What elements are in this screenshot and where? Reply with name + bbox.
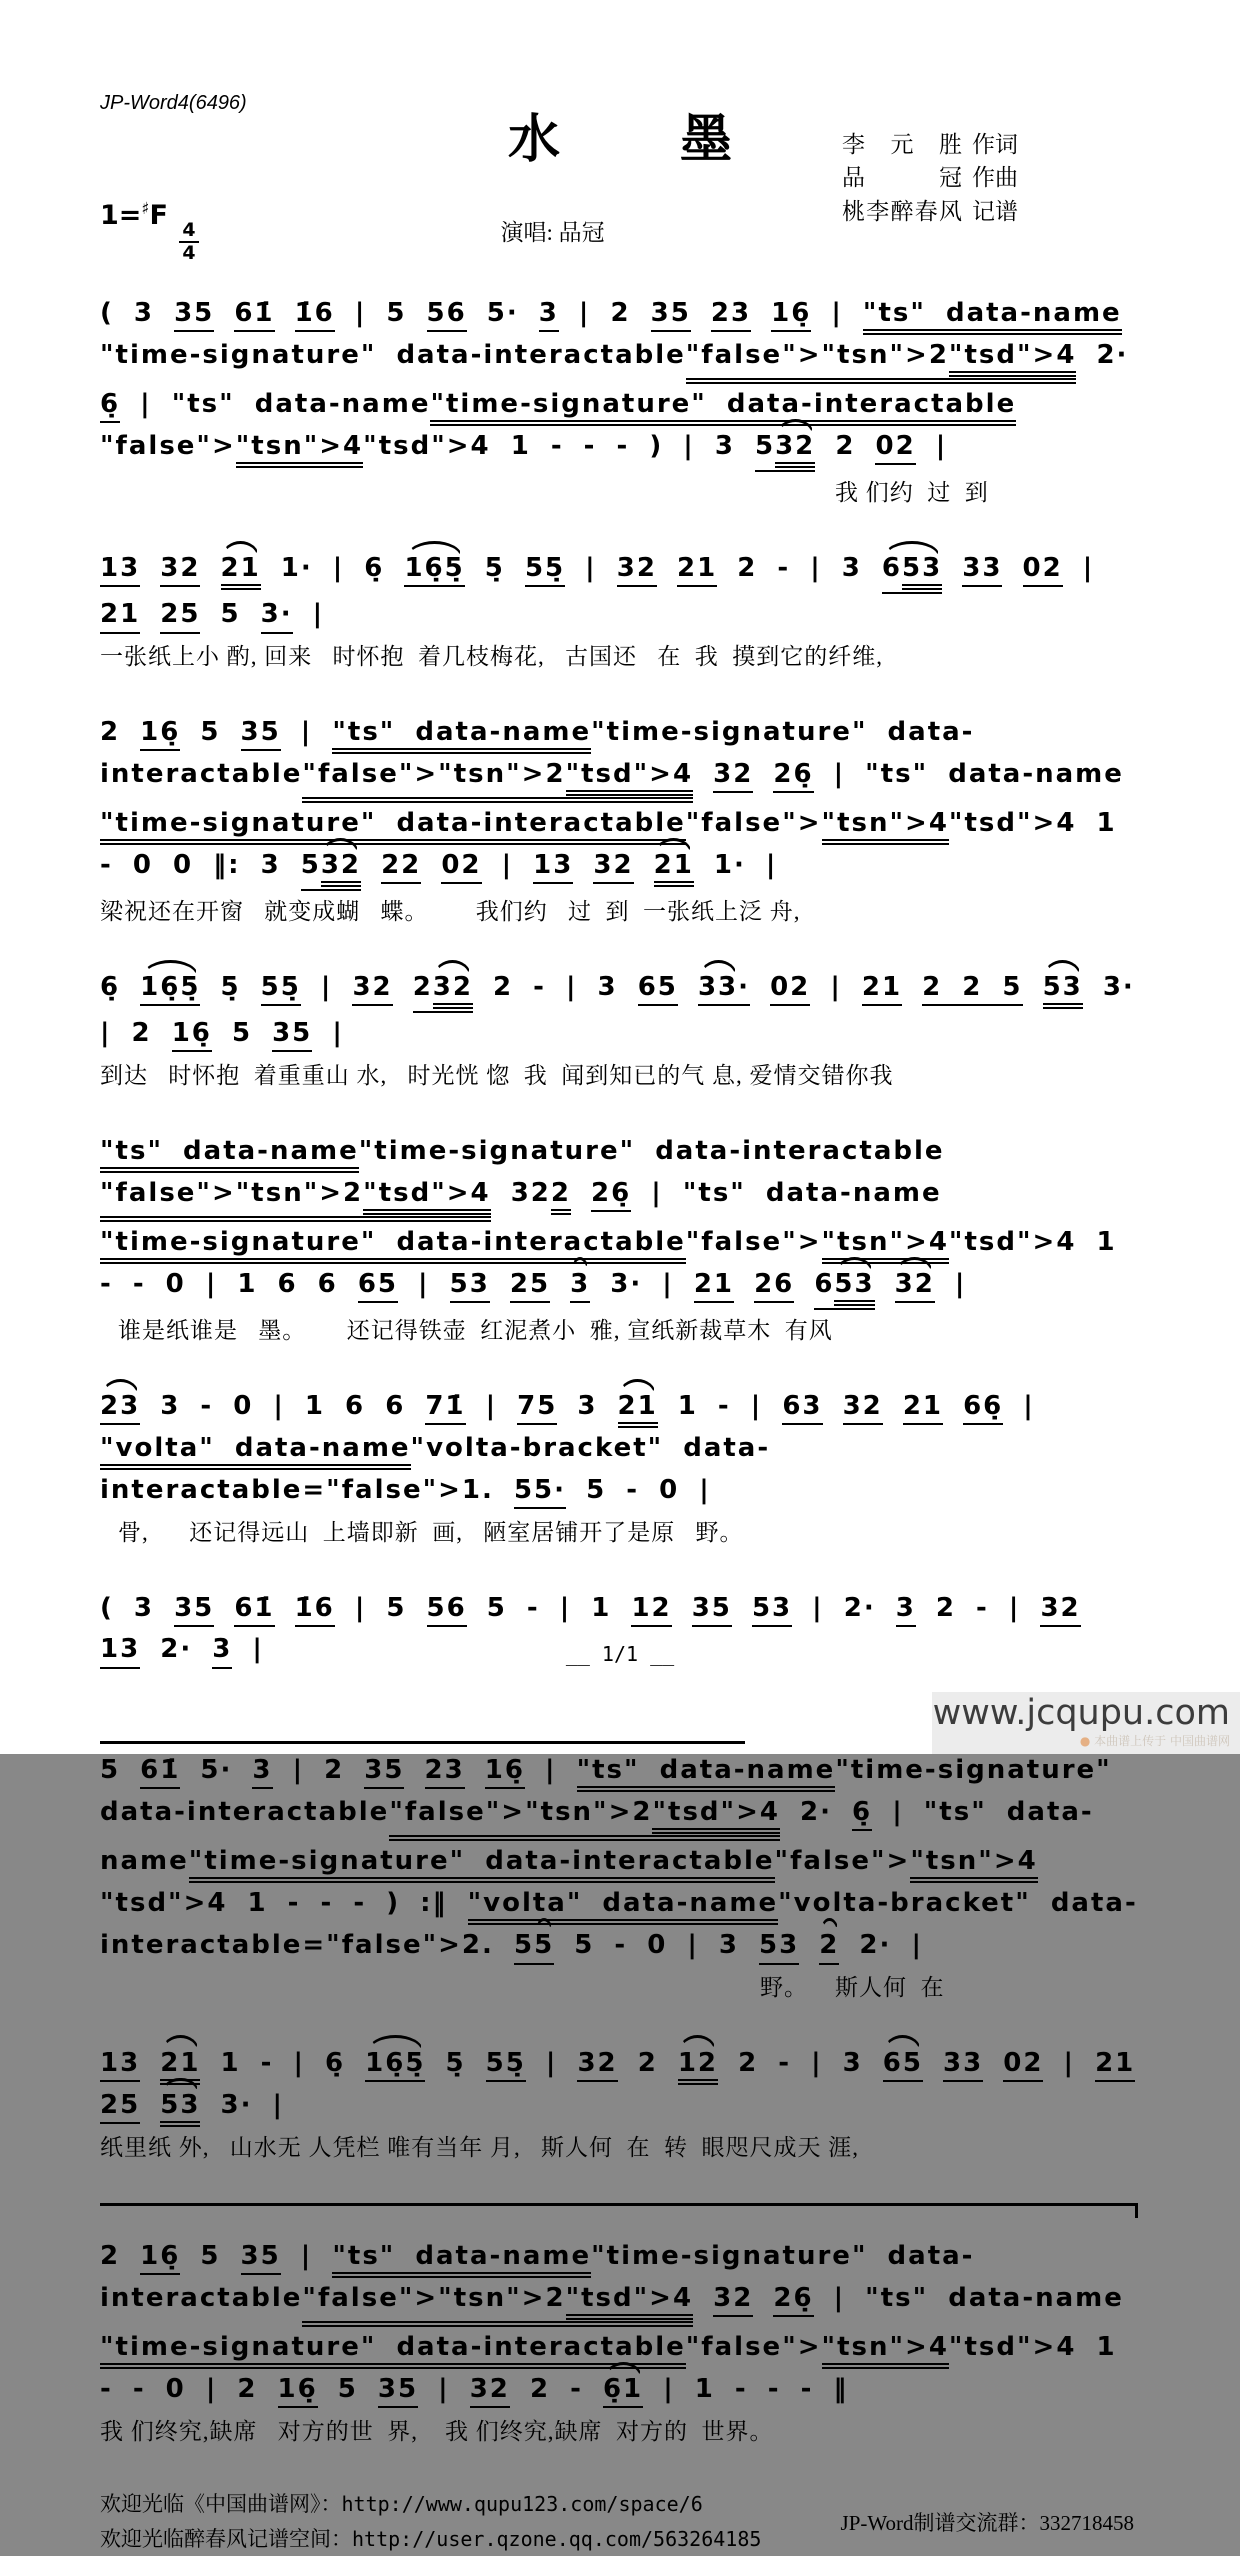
lyrics-line-2: 一张纸上小 酌, 回来 时怀抱 着几枝梅花, 古国还 在 我 摸到它的纤维,	[100, 642, 1140, 672]
lyrics-line-8: 野。 斯人何 在	[100, 1973, 1140, 2003]
credit-composer	[842, 161, 1018, 194]
system-10	[100, 2236, 1140, 2447]
system-3	[100, 712, 1140, 927]
lyrics-line-1: 我 们约 过 到	[100, 478, 1140, 508]
credit-lyricist	[842, 128, 1018, 161]
notation-line-1: ( 3 35 61̇ 1̇6 | 5 56 5· 3 | 2 35 23 16̣ | "ts" data-name"time-signature" data-interactable"false">"tsn">2"tsd">4 2· 6̣ | "ts" data-name"time-signature" data-interactable"false">"tsn">4"tsd">4 1 - - - ) | 3 532 2 02 |	[100, 293, 1140, 472]
footer-links	[100, 2487, 761, 2556]
notation-line-6: 23 3 - 0 | 1 6 6 71̇ | 75 3 21 1 - | 63 32 21 66̣ | "volta" data-name"volta-bracket" data-interactable="false">1. 55· 5 - 0 |	[100, 1386, 1140, 1512]
footer-line-qzone	[100, 2522, 761, 2556]
key-prefix: 1=	[100, 200, 141, 231]
lyrics-line-9: 纸里纸 外, 山水无 人凭栏 唯有当年 月, 斯人何 在 转 眼咫尺成天 涯,	[100, 2133, 1140, 2163]
composer-role: 作曲	[972, 161, 1018, 194]
lyricist-name: 李元胜	[842, 128, 962, 161]
qq-group-label: JP-Word制谱交流群：332718458	[841, 2507, 1140, 2537]
score	[100, 293, 1140, 2447]
lyrics-line-4: 到达 时怀抱 着重重山 水, 时光恍 惚 我 闻到知已的气 息, 爱情交错你我	[100, 1061, 1140, 1091]
volta-continuation-line	[100, 1741, 745, 1744]
lyrics-line-10: 我 们终究,缺席 对方的世 界, 我 们终究,缺席 对方的 世界。	[100, 2417, 1140, 2447]
page-number: __ 1/1 __	[0, 1642, 1240, 1666]
notation-line-8: 5 61̇ 5· 3 | 2 35 23 16̣ | "ts" data-name"time-signature" data-interactable"false">"tsn">2"tsd">4 2· 6̣ | "ts" data-name"time-signature" data-interactable"false">"tsn">4"tsd">4 1 - - - ) :‖ "volta" data-name"volta-bracket" data-interactable="false">2. 55 5 - 0 | 3 53 2 2· |	[100, 1750, 1140, 1967]
qzone-label: 欢迎光临醉春风记谱空间：	[100, 2527, 352, 2551]
notation-line-10: 2 16̣ 5 35 | "ts" data-name"time-signature" data-interactable"false">"tsn">2"tsd">4 32 26̣ | "ts" data-name"time-signature" data-interactable"false">"tsn">4"tsd">4 1 - - 0 | 2 16̣ 5 35 | 32 2 - 6̣1 | 1 - - - ‖	[100, 2236, 1140, 2411]
system-1	[100, 293, 1140, 508]
watermark-band	[932, 1692, 1240, 1754]
volta-end-line	[100, 2203, 1138, 2206]
time-signature: $\frac{4}{4}$	[179, 221, 198, 263]
watermark-logo-dot: ●	[1080, 1734, 1090, 1748]
notation-line-2: 13 32 21 1· | 6̣ 16̣5̣ 5̣ 55̣ | 32 21 2 - | 3 653 33 02 | 21 25 5 3· |	[100, 548, 1140, 636]
sharp-accidental: ♯	[141, 198, 149, 218]
system-9	[100, 2043, 1140, 2163]
notation-line-4: 6̣ 16̣5̣ 5̣ 55̣ | 32 232 2 - | 3 65 33· 02 | 21 2 2 5 53 3· | 2 16̣ 5 35 |	[100, 967, 1140, 1055]
watermark-subtext: ● 本曲谱上传于 中国曲谱网	[1080, 1732, 1230, 1749]
singer-label: 演唱: 品冠	[501, 214, 605, 247]
lyrics-line-6: 骨, 还记得远山 上墙即新 画, 陋室居铺开了是原 野。	[100, 1518, 1140, 1548]
qupu-label: 欢迎光临《中国曲谱网》：	[100, 2492, 342, 2516]
qupu-url-link[interactable]: http://www.qupu123.com/space/6	[342, 2492, 703, 2516]
notation-line-9: 13 21 1 - | 6̣ 16̣5̣ 5̣ 55̣ | 32 2 12 2 - | 3 65 33 02 | 21 25 53 3· |	[100, 2043, 1140, 2127]
song-title-text: 水墨	[508, 112, 852, 169]
footer-line-qupu	[100, 2487, 761, 2522]
notation-line-3: 2 16̣ 5 35 | "ts" data-name"time-signature" data-interactable"false">"tsn">2"tsd">4 32 26̣ | "ts" data-name"time-signature" data-interactable"false">"tsn">4"tsd">4 1 - 0 0 ‖: 3 532 22 02 | 13 32 21 1· |	[100, 712, 1140, 891]
lyricist-role: 作词	[972, 128, 1018, 161]
transcriber-role: 记谱	[972, 195, 1018, 228]
generator-label: JP-Word4(6496)	[100, 92, 1140, 115]
system-6	[100, 1386, 1140, 1548]
system-5	[100, 1131, 1140, 1346]
system-8	[100, 1741, 1140, 2003]
notation-line-5: "ts" data-name"time-signature" data-interactable"false">"tsn">2"tsd">4 322 26̣ | "ts" data-name"time-signature" data-interactable"false">"tsn">4"tsd">4 1 - - 0 | 1 6 6 65 | 53 25 3 3· | 21 26 653 32 |	[100, 1131, 1140, 1310]
qzone-url-link[interactable]: http://user.qzone.qq.com/563264185	[352, 2527, 761, 2551]
system-4	[100, 967, 1140, 1091]
notation-line-7: ( 3 35 61̇ 1̇6 | 5 56 5 - | 1 12 35 53 | 2· 3 2 - | 32 13 2· 3 |	[100, 1588, 1140, 1671]
footer	[100, 2487, 1140, 2556]
composer-name: 品冠	[842, 161, 962, 194]
lyrics-line-3: 梁祝还在开窗 就变成蝴 蝶。 我们约 过 到 一张纸上泛 舟,	[100, 897, 1140, 927]
key-signature	[100, 198, 201, 263]
key-note: F	[150, 200, 168, 231]
system-2	[100, 548, 1140, 672]
credit-transcriber	[842, 195, 1018, 228]
watermark-site: www.jcqupu.com	[933, 1696, 1230, 1731]
transcriber-name: 桃李醉春风	[842, 195, 962, 228]
lyrics-line-5: 谁是纸谁是 墨。 还记得铁壶 红泥煮小 雅, 宣纸新裁草木 有风	[100, 1316, 1140, 1346]
credits-block	[842, 128, 1018, 228]
